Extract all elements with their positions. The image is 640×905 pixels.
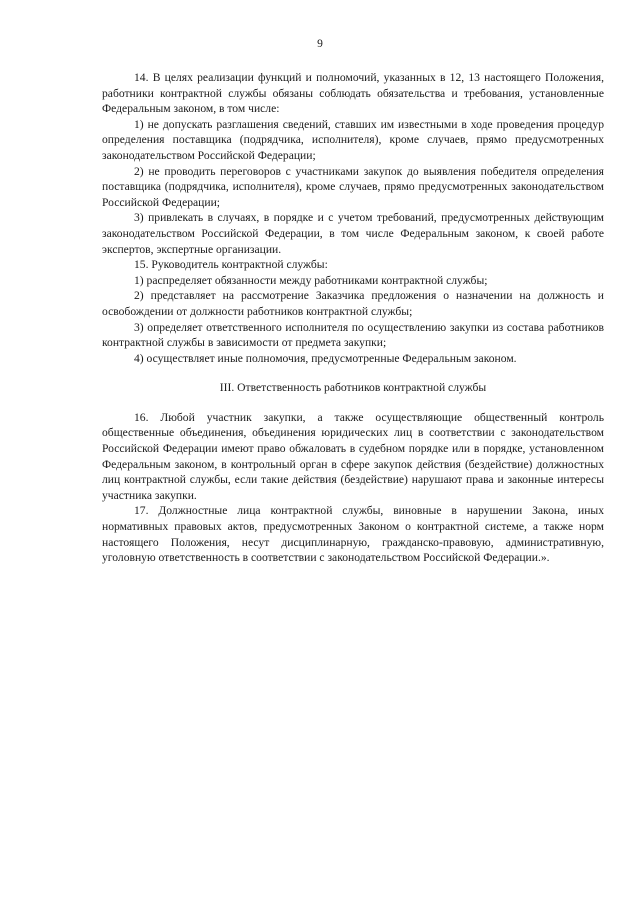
paragraph-15: 15. Руководитель контрактной службы: — [134, 258, 328, 272]
paragraph-14-item-1: 1) не допускать разглашения сведений, ставших им известными в ходе проведения процедур определения поставщика (подрядчика, исполнителя), кроме случаев, прямо предусмотренных законодательством Российской Федерации; — [102, 117, 604, 162]
paragraph-15-item-3: 3) определяет ответственного исполнителя по осуществлению закупки из состава работников контрактной службы в зависимости от предмета закупки; — [102, 320, 604, 350]
paragraph-15-item-2: 2) представляет на рассмотрение Заказчика предложения о назначении на должность и освобождении от должности работников контрактной службы; — [102, 289, 604, 318]
paragraph-15-item-4: 4) осуществляет иные полномочия, предусмотренные Федеральным законом. — [134, 351, 517, 365]
document-body — [102, 70, 604, 566]
paragraph-16: 16. Любой участник закупки, а также осуществляющие общественный контроль общественные объединения, объединения юридических лиц в соответствии с законодательством Российской Федерации имеют право обжаловать в судебном порядке или в порядке, установленном Федеральным законом, в контрольный орган в сфере закупок действия (бездействие) должностных лиц контрактной службы, если такие действия (бездействие) нарушают права и законные интересы участника закупки. — [102, 410, 604, 502]
paragraph-14-item-3: 3) привлекать в случаях, в порядке и с учетом требований, предусмотренных действующим законодательством Российской Федерации, в том числе Федеральным законом, к своей работе экспертов, экспертные организации. — [102, 211, 604, 256]
paragraph-14-item-2: 2) не проводить переговоров с участниками закупок до выявления победителя определения поставщика (подрядчика, исполнителя), кроме случаев, прямо предусмотренных законодательством Российской Федерации; — [102, 164, 604, 209]
section-heading: III. Ответственность работников контрактной службы — [219, 381, 487, 395]
page-number: 9 — [317, 38, 323, 50]
paragraph-17: 17. Должностные лица контрактной службы, виновные в нарушении Закона, иных нормативных правовых актов, предусмотренных Законом о контрактной системе, а также норм настоящего Положения, несут дисциплинарную, гражданско-правовую, административную, уголовную ответственность в соответствии с законодательством Российской Федерации.». — [102, 504, 604, 565]
paragraph-15-item-1: 1) распределяет обязанности между работниками контрактной службы; — [134, 273, 488, 287]
paragraph-14: 14. В целях реализации функций и полномочий, указанных в 12, 13 настоящего Положения, работники контрактной службы обязаны соблюдать обязательства и требования, установленные Федеральным законом, в том числе: — [102, 71, 604, 116]
